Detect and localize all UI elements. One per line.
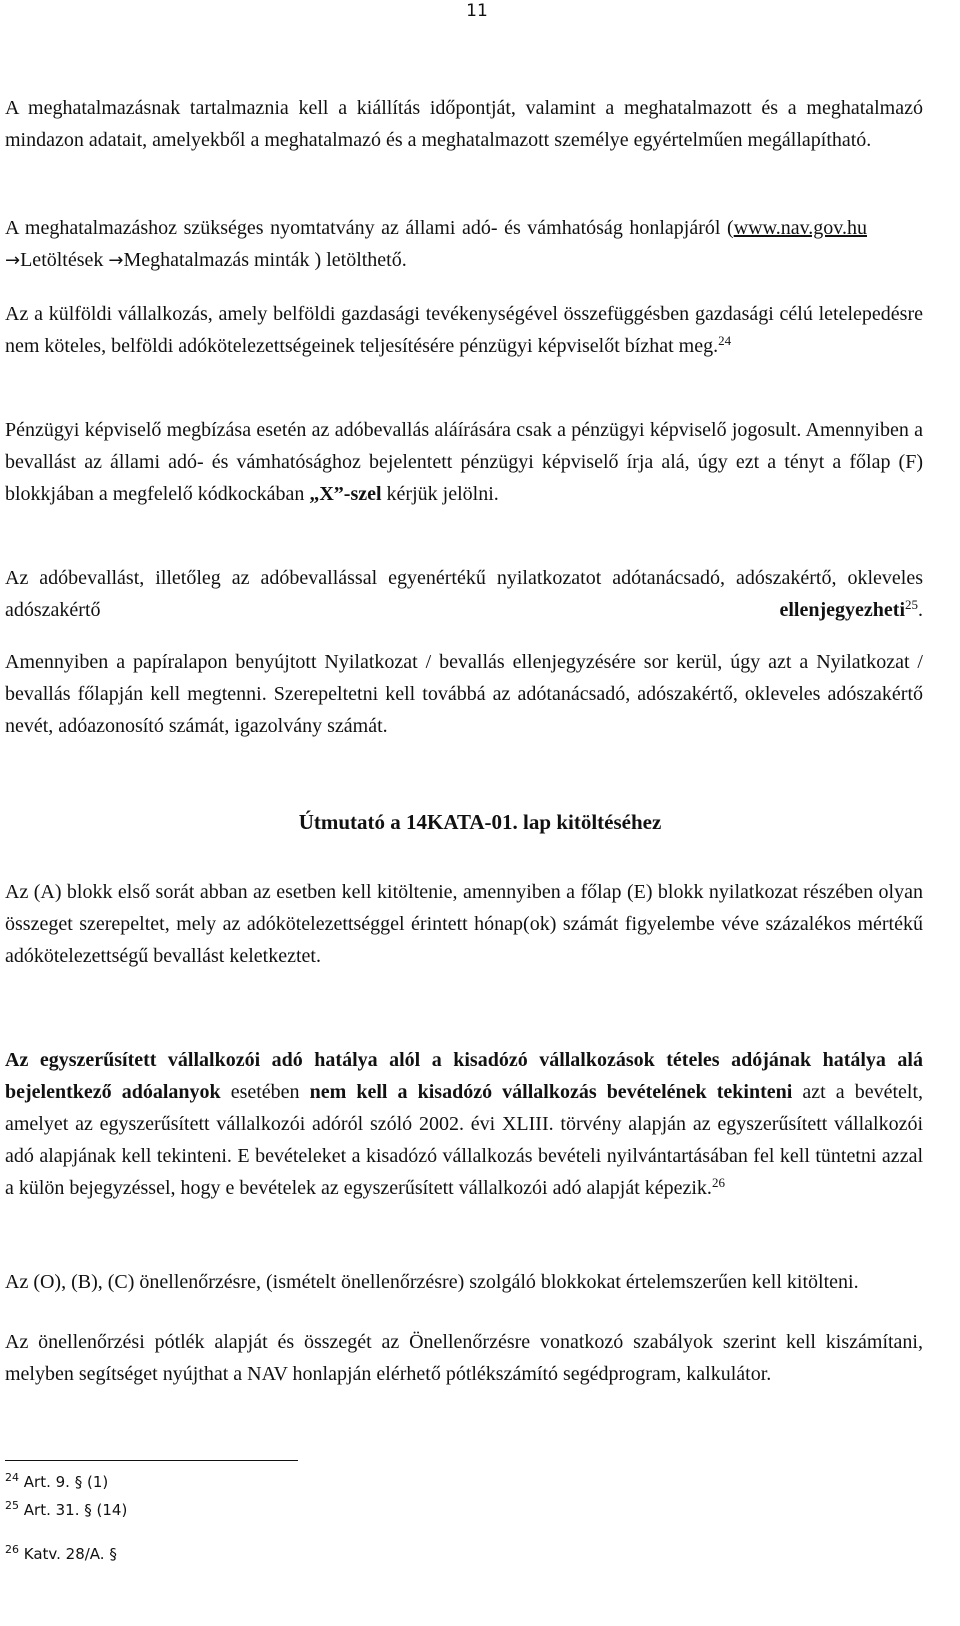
footnote-number: 25 bbox=[5, 1498, 19, 1512]
footnote-text: Art. 31. § (14) bbox=[19, 1501, 128, 1519]
footnote-separator bbox=[5, 1460, 298, 1461]
footnote-ref-24[interactable]: 24 bbox=[718, 332, 732, 348]
paragraph-foreign-enterprise bbox=[5, 298, 923, 362]
arrow-right-icon: → bbox=[108, 250, 124, 271]
breadcrumb-downloads: Letöltések bbox=[20, 249, 109, 271]
footnote-number: 24 bbox=[5, 1470, 19, 1484]
paragraph-text: Az (O), (B), (C) önellenőrzésre, (ismételt önellenőrzésre) szolgáló blokkokat értelemszerűen kell kitölteni. bbox=[5, 1271, 859, 1293]
bold-text: ellenjegyezheti bbox=[779, 599, 905, 621]
footnote-ref-25[interactable]: 25 bbox=[905, 596, 918, 612]
paragraph-text: Az adóbevallást, illetőleg az adóbevallással egyenértékű nyilatkozatot adótanácsadó, adószakértő, okleveles adószakértő bbox=[5, 567, 923, 621]
paragraph-financial-representative bbox=[5, 414, 923, 510]
paragraph-power-of-attorney-content bbox=[5, 92, 923, 156]
paragraph-text: Amennyiben a papíralapon benyújtott Nyilatkozat / bevallás ellenjegyzésére sor kerül, úgy azt a Nyilatkozat / bevallás főlapján kell megtenni. Szerepeltetni kell továbbá az adótanácsadó, adószakértő, okleveles adószakértő nevét, adóazonosító számát, igazolvány számát. bbox=[5, 651, 923, 737]
paragraph-text: Az a külföldi vállalkozás, amely belföldi gazdasági tevékenységével összefüggésben gazdasági célú letelepedésre nem köteles, belföldi adókötelezettségeinek teljesítésére pénzügyi képviselőt bízhat meg. bbox=[5, 303, 923, 357]
nav-website-link[interactable]: www.nav.gov.hu bbox=[733, 217, 867, 239]
footnote-26 bbox=[5, 1544, 117, 1564]
footnote-25 bbox=[5, 1500, 127, 1520]
footnote-ref-26[interactable]: 26 bbox=[711, 1174, 725, 1190]
paragraph-text: . bbox=[918, 599, 923, 621]
page-number: 11 bbox=[466, 1, 488, 21]
paragraph-text: Az (A) blokk első sorát abban az esetben kell kitöltenie, amennyiben a főlap (E) blokk nyilatkozat részében olyan összeget szerepeltet, mely az adókötelezettséggel érintett hónap(ok) számát figyelembe véve százalékos mértékű adókötelezettségű bevallást keletkeztet. bbox=[5, 881, 923, 967]
footnote-text: Art. 9. § (1) bbox=[19, 1473, 109, 1491]
footnote-text: Katv. 28/A. § bbox=[19, 1545, 117, 1563]
bold-text: „X”-szel bbox=[309, 483, 382, 505]
paragraph-self-revision-surcharge bbox=[5, 1326, 923, 1390]
paragraph-form-download bbox=[5, 212, 923, 277]
paragraph-text: Pénzügyi képviselő megbízása esetén az adóbevallás aláírására csak a pénzügyi képviselő jogosult. Amennyiben a bevallást az állami adó- és vámhatósághoz bejelentett pénzügyi képviselő írja alá, úgy ezt a tényt a főlap (F) blokkjában a megfelelő kódkockában bbox=[5, 419, 923, 505]
bold-text: Az egyszerűsített vállalkozói adó hatálya alól a kisadózó vállalkozások tételes adójának hatálya alá bejelentkező adóalanyok bbox=[5, 1049, 923, 1103]
paragraph-text: kérjük jelölni. bbox=[381, 483, 499, 505]
paragraph-kata-income bbox=[5, 1044, 923, 1204]
paragraph-text: A meghatalmazásnak tartalmaznia kell a kiállítás időpontját, valamint a meghatalmazott és a meghatalmazó mindazon adatait, amelyekből a meghatalmazó és a meghatalmazott személye egyértelműen megállapítható. bbox=[5, 97, 923, 151]
paragraph-paper-submission bbox=[5, 646, 923, 742]
paragraph-text: azt a bevételt, amelyet az egyszerűsített vállalkozói adóról szóló 2002. évi XLIII. törvény alapján az egyszerűsített vállalkozói adó alapjának kell tekinteni. E bevételeket a kisadózó vállalkozás bevételi nyilvántartásában fel kell tüntetni azzal a külön bejegyzéssel, hogy e bevételek az egyszerűsített vállalkozói adó alapját képezik. bbox=[5, 1081, 924, 1199]
paragraph-text: Az önellenőrzési pótlék alapját és összegét az Önellenőrzésre vonatkozó szabályok szerint kell kiszámítani, melyben segítséget nyújthat a NAV honlapján elérhető pótlékszámító segédprogram, kalkulátor. bbox=[5, 1331, 923, 1385]
paragraph-text: esetében bbox=[220, 1081, 310, 1103]
paragraph-block-a bbox=[5, 876, 923, 972]
breadcrumb-power-of-attorney-templates: Meghatalmazás minták ) letölthető. bbox=[123, 249, 407, 271]
footnote-24 bbox=[5, 1472, 108, 1492]
section-title: Útmutató a 14KATA-01. lap kitöltéséhez bbox=[298, 810, 662, 834]
paragraph-self-revision-blocks bbox=[5, 1266, 923, 1298]
footnote-number: 26 bbox=[5, 1542, 19, 1556]
bold-text: nem kell a kisadózó vállalkozás bevételének tekinteni bbox=[309, 1081, 793, 1103]
paragraph-countersignature bbox=[5, 562, 923, 658]
paragraph-text: A meghatalmazáshoz szükséges nyomtatvány az állami adó- és vámhatóság honlapjáról ( bbox=[5, 217, 734, 239]
arrow-right-icon: → bbox=[5, 250, 21, 271]
